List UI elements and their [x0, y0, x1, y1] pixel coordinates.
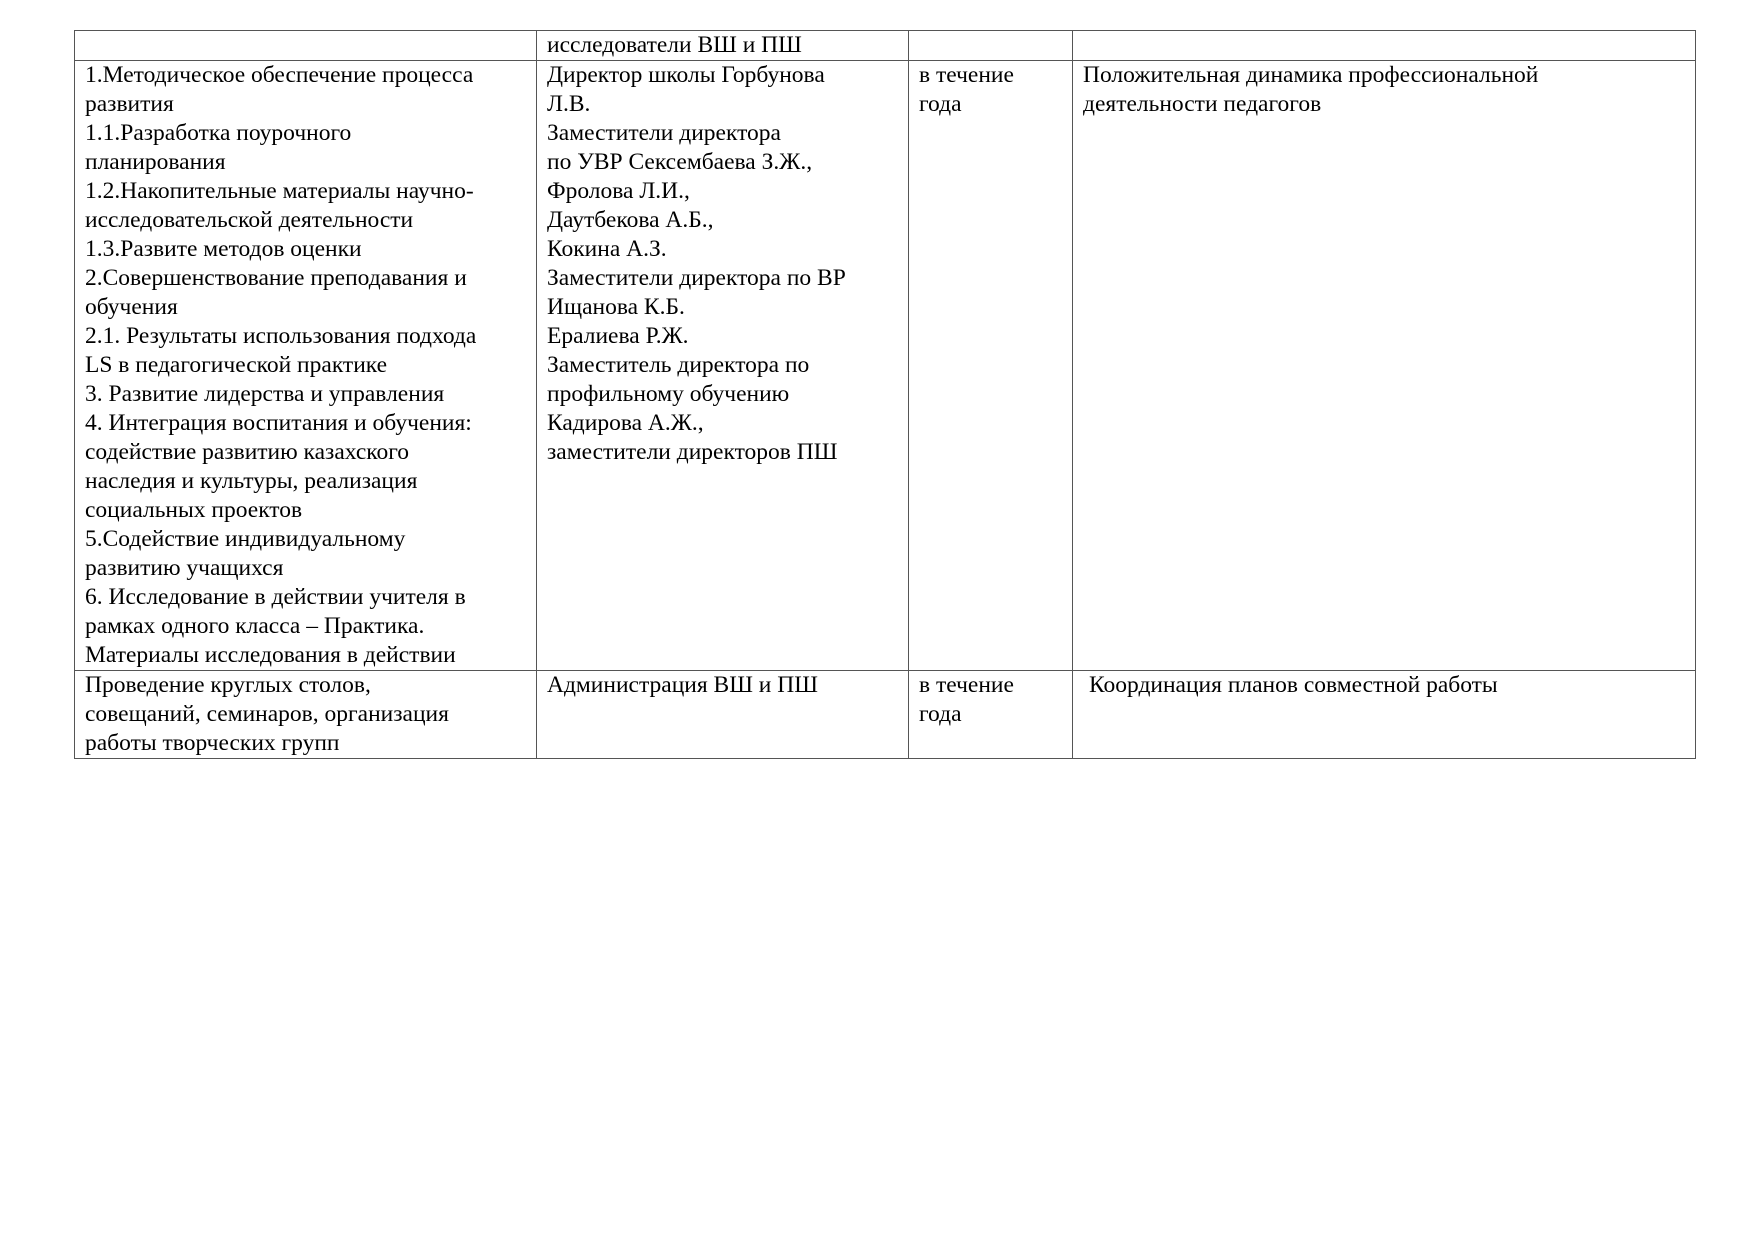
table-row	[75, 61, 1696, 671]
cell-line: 4. Интеграция воспитания и обучения:	[85, 410, 472, 436]
cell-line: года	[919, 91, 962, 117]
plan-table	[74, 30, 1696, 759]
cell-result	[1073, 61, 1696, 671]
cell-line: в течение	[919, 62, 1014, 88]
cell-line: работы творческих групп	[85, 730, 340, 756]
cell-line: Проведение круглых столов,	[85, 672, 371, 698]
cell-activity	[75, 61, 537, 671]
cell-line: LS в педагогической практике	[85, 352, 388, 378]
cell-line: 5.Содействие индивидуальному	[85, 526, 406, 552]
cell-line: развитию учащихся	[85, 555, 284, 581]
cell-activity	[75, 31, 537, 61]
cell-line: 1.1.Разработка поурочного	[85, 120, 352, 146]
cell-line: Материалы исследования в действии	[85, 642, 456, 668]
cell-line: Фролова Л.И.,	[547, 178, 690, 204]
cell-line: Ищанова К.Б.	[547, 294, 685, 320]
cell-line: Директор школы Горбунова	[547, 62, 825, 88]
cell-activity	[75, 671, 537, 759]
cell-line: рамках одного класса – Практика.	[85, 613, 425, 639]
cell-line: совещаний, семинаров, организация	[85, 701, 449, 727]
cell-line: развития	[85, 91, 174, 117]
cell-line: года	[919, 701, 962, 727]
cell-line: обучения	[85, 294, 178, 320]
cell-responsible	[537, 671, 909, 759]
cell-line: 1.3.Развите методов оценки	[85, 236, 362, 262]
cell-line: Координация планов совместной работы	[1089, 672, 1498, 698]
cell-line: Заместители директора по ВР	[547, 265, 846, 291]
cell-deadline	[909, 61, 1073, 671]
cell-line: Положительная динамика профессиональной	[1083, 62, 1539, 88]
table-row	[75, 671, 1696, 759]
table-row	[75, 31, 1696, 61]
cell-result	[1073, 31, 1696, 61]
cell-line: 6. Исследование в действии учителя в	[85, 584, 466, 610]
cell-line: профильному обучению	[547, 381, 790, 407]
cell-line: 2.1. Результаты использования подхода	[85, 323, 477, 349]
cell-line: исследовательской деятельности	[85, 207, 414, 233]
cell-responsible	[537, 61, 909, 671]
cell-line: деятельности педагогов	[1083, 91, 1322, 117]
cell-line: Администрация ВШ и ПШ	[547, 672, 818, 698]
cell-line: планирования	[85, 149, 226, 175]
cell-line: 1.2.Накопительные материалы научно-	[85, 178, 474, 204]
cell-line: Кадирова А.Ж.,	[547, 410, 704, 436]
cell-line: в течение	[919, 672, 1014, 698]
cell-line: Заместители директора	[547, 120, 781, 146]
cell-line: Ералиева Р.Ж.	[547, 323, 689, 349]
cell-responsible	[537, 31, 909, 61]
cell-line: содействие развитию казахского	[85, 439, 410, 465]
cell-line: Даутбекова А.Б.,	[547, 207, 714, 233]
cell-line: 2.Совершенствование преподавания и	[85, 265, 467, 291]
cell-deadline	[909, 671, 1073, 759]
cell-line: 3. Развитие лидерства и управления	[85, 381, 445, 407]
cell-line: по УВР Сексембаева З.Ж.,	[547, 149, 813, 175]
cell-line: Заместитель директора по	[547, 352, 810, 378]
cell-line: наследия и культуры, реализация	[85, 468, 418, 494]
cell-result	[1073, 671, 1696, 759]
cell-line: 1.Методическое обеспечение процесса	[85, 62, 474, 88]
cell-line: Л.В.	[547, 91, 591, 117]
cell-deadline	[909, 31, 1073, 61]
cell-line: Кокина А.З.	[547, 236, 667, 262]
cell-text: исследователи ВШ и ПШ	[547, 32, 802, 58]
cell-line: социальных проектов	[85, 497, 303, 523]
cell-line: заместители директоров ПШ	[547, 439, 838, 465]
